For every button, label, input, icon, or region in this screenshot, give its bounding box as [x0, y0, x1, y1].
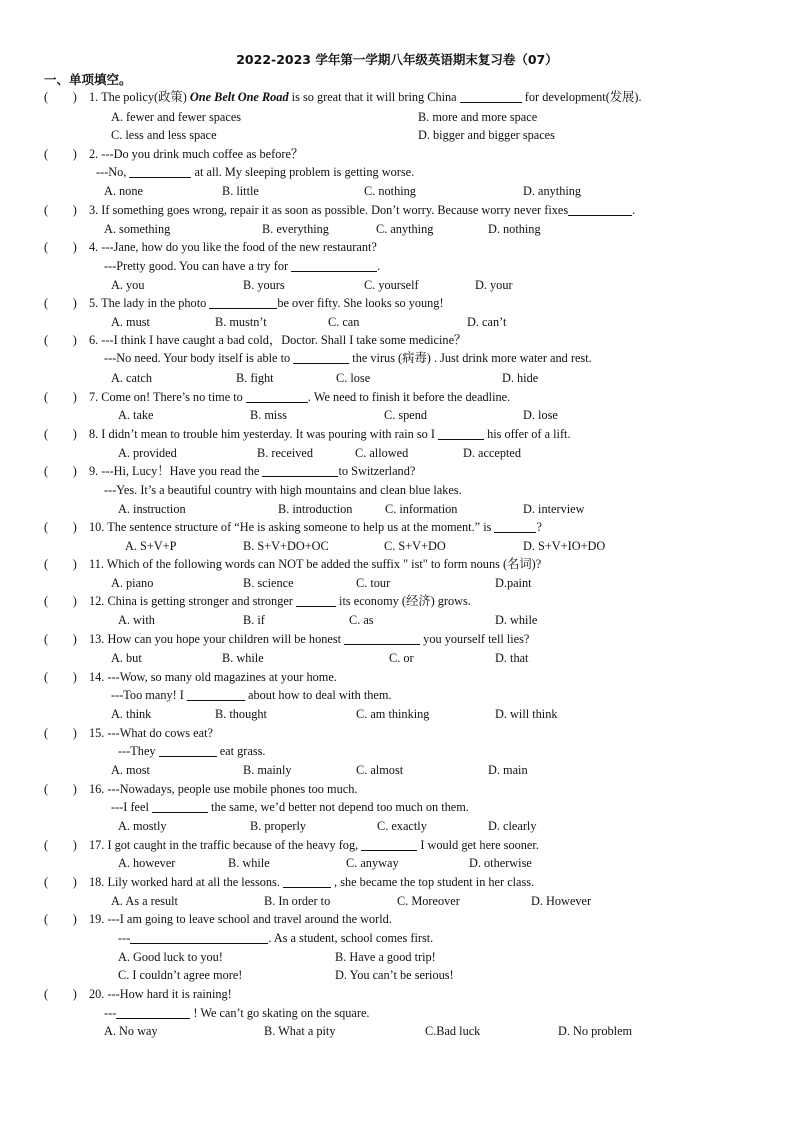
- options-row: [0, 182, 794, 200]
- answer-blank[interactable]: [291, 258, 377, 272]
- option-a[interactable]: A. take: [118, 408, 154, 422]
- answer-paren: ( ): [44, 594, 77, 608]
- options-row: [0, 126, 794, 144]
- answer-paren: ( ): [44, 726, 77, 740]
- question-line-2: --- ! We can’t go skating on the square.: [104, 1006, 370, 1020]
- option-d[interactable]: D. lose: [523, 408, 558, 422]
- question-stem: 20. ---How hard it is raining!: [89, 987, 232, 1001]
- question-line-2: ---No, at all. My sleeping problem is getting worse.: [96, 165, 415, 179]
- option-b[interactable]: B. fight: [236, 371, 274, 385]
- options-row: [0, 537, 794, 555]
- question-stem: 2. ---Do you drink much coffee as before？: [89, 147, 304, 161]
- option-b[interactable]: B. more and more space: [418, 110, 538, 124]
- question-stem: 5. The lady in the photo be over fifty. She looks so young!: [89, 296, 444, 310]
- option-c[interactable]: C. S+V+DO: [384, 539, 446, 553]
- options-row: [0, 611, 794, 629]
- option-a[interactable]: A. S+V+P: [125, 539, 177, 553]
- answer-paren: ( ): [44, 240, 77, 254]
- option-a[interactable]: A. catch: [111, 371, 152, 385]
- options-row: [0, 220, 794, 238]
- question-line-2: ---No need. Your body itself is able to the virus (病毒) . Just drink more water and rest.: [104, 351, 592, 365]
- answer-blank[interactable]: [296, 593, 336, 607]
- answer-paren: ( ): [44, 520, 77, 534]
- question-2: [0, 145, 794, 163]
- options-row: [0, 574, 794, 592]
- option-b[interactable]: B. little: [222, 184, 259, 198]
- option-a[interactable]: A. but: [111, 651, 142, 665]
- question-4: [0, 238, 794, 256]
- option-c[interactable]: C. exactly: [377, 819, 427, 833]
- option-d[interactable]: D. hide: [502, 371, 539, 385]
- answer-blank[interactable]: [494, 519, 536, 533]
- answer-paren: ( ): [44, 147, 77, 161]
- answer-blank[interactable]: [293, 350, 349, 364]
- question-stem: 8. I didn’t mean to trouble him yesterday. It was pouring with rain so I his offer of a lift.: [89, 427, 571, 441]
- answer-blank[interactable]: [361, 837, 417, 851]
- option-c[interactable]: C. nothing: [364, 184, 416, 198]
- question-line-2: ---I feel the same, we’d better not depend too much on them.: [111, 800, 469, 814]
- option-a[interactable]: A. instruction: [118, 502, 186, 516]
- option-a[interactable]: A. must: [111, 315, 150, 329]
- option-d[interactable]: D. your: [475, 278, 513, 292]
- option-c[interactable]: C. anyway: [346, 856, 399, 870]
- answer-blank[interactable]: [116, 1005, 190, 1019]
- question-line-2: ---Too many! I about how to deal with them.: [111, 688, 392, 702]
- option-a[interactable]: A. with: [118, 613, 155, 627]
- option-b[interactable]: B. while: [228, 856, 270, 870]
- answer-blank[interactable]: [460, 89, 522, 103]
- question-16: [0, 780, 794, 798]
- question-stem: 1. The policy(政策) One Belt One Road is so great that it will bring China for development(发展).: [89, 90, 642, 104]
- question-14: [0, 668, 794, 686]
- option-a[interactable]: A. most: [111, 763, 150, 777]
- answer-paren: ( ): [44, 203, 77, 217]
- option-d[interactable]: D. interview: [523, 502, 585, 516]
- option-b[interactable]: B. mustn’t: [215, 315, 267, 329]
- answer-paren: ( ): [44, 912, 77, 926]
- question-12: [0, 592, 794, 610]
- answer-blank[interactable]: [568, 202, 632, 216]
- question-15: [0, 724, 794, 742]
- question-stem: 15. ---What do cows eat?: [89, 726, 213, 740]
- option-d[interactable]: D. You can’t be serious!: [335, 968, 454, 982]
- options-row: [0, 108, 794, 126]
- option-b[interactable]: B. yours: [243, 278, 285, 292]
- option-a[interactable]: A. No way: [104, 1024, 158, 1038]
- question-line-2: ---They eat grass.: [118, 744, 266, 758]
- option-c[interactable]: C. anything: [376, 222, 434, 236]
- option-b[interactable]: B. miss: [250, 408, 287, 422]
- question-line-2: ---Yes. It’s a beautiful country with high mountains and clean blue lakes.: [104, 483, 462, 497]
- option-d[interactable]: D. can’t: [467, 315, 507, 329]
- option-d[interactable]: D. anything: [523, 184, 582, 198]
- option-a[interactable]: A. provided: [118, 446, 177, 460]
- question-17: [0, 836, 794, 854]
- question-6: [0, 331, 794, 349]
- option-d[interactable]: D. will think: [495, 707, 558, 721]
- answer-blank[interactable]: [187, 687, 245, 701]
- exam-title: 2022-2023 学年第一学期八年级英语期末复习卷（07）: [236, 52, 558, 67]
- question-7: [0, 388, 794, 406]
- question-stem: 14. ---Wow, so many old magazines at your home.: [89, 670, 337, 684]
- question-11: [0, 555, 794, 573]
- answer-blank[interactable]: [262, 463, 338, 477]
- options-row: [0, 406, 794, 424]
- question-stem: 9. ---Hi, Lucy！Have you read the to Switzerland?: [89, 464, 416, 478]
- option-d[interactable]: D.paint: [495, 576, 532, 590]
- option-c[interactable]: C.Bad luck: [425, 1024, 481, 1038]
- option-c[interactable]: C. tour: [356, 576, 391, 590]
- option-c[interactable]: C. I couldn’t agree more!: [118, 968, 243, 982]
- answer-paren: ( ): [44, 875, 77, 889]
- question-stem: 16. ---Nowadays, people use mobile phones too much.: [89, 782, 358, 796]
- answer-blank[interactable]: [209, 295, 277, 309]
- answer-paren: ( ): [44, 838, 77, 852]
- answer-blank[interactable]: [129, 164, 191, 178]
- option-c[interactable]: C. can: [328, 315, 360, 329]
- option-b[interactable]: B. introduction: [278, 502, 353, 516]
- option-d[interactable]: D. that: [495, 651, 529, 665]
- option-c[interactable]: C. almost: [356, 763, 404, 777]
- option-d[interactable]: D. clearly: [488, 819, 537, 833]
- option-c[interactable]: C. lose: [336, 371, 371, 385]
- answer-blank[interactable]: [438, 426, 484, 440]
- question-1: [0, 88, 794, 106]
- option-a[interactable]: A. however: [118, 856, 176, 870]
- question-stem: 4. ---Jane, how do you like the food of the new restaurant?: [89, 240, 377, 254]
- option-b[interactable]: B. while: [222, 651, 264, 665]
- question-stem: 17. I got caught in the traffic because of the heavy fog, I would get here sooner.: [89, 838, 539, 852]
- options-row: [0, 1022, 794, 1040]
- question-20: [0, 985, 794, 1003]
- option-b[interactable]: B. What a pity: [264, 1024, 336, 1038]
- option-c[interactable]: C. or: [389, 651, 414, 665]
- answer-paren: ( ): [44, 782, 77, 796]
- answer-paren: ( ): [44, 296, 77, 310]
- options-row: [0, 854, 794, 872]
- answer-blank[interactable]: [283, 874, 331, 888]
- option-d[interactable]: D. S+V+IO+DO: [523, 539, 606, 553]
- answer-blank[interactable]: [152, 799, 208, 813]
- answer-paren: ( ): [44, 90, 77, 104]
- question-5: [0, 294, 794, 312]
- options-row: [0, 761, 794, 779]
- option-a[interactable]: A. mostly: [118, 819, 167, 833]
- answer-paren: ( ): [44, 670, 77, 684]
- option-a[interactable]: A. something: [104, 222, 171, 236]
- question-10: [0, 518, 794, 536]
- answer-paren: ( ): [44, 427, 77, 441]
- option-c[interactable]: C. less and less space: [111, 128, 217, 142]
- option-b[interactable]: B. S+V+DO+OC: [243, 539, 329, 553]
- option-a[interactable]: A. Good luck to you!: [118, 950, 223, 964]
- option-a[interactable]: A. none: [104, 184, 143, 198]
- question-13: [0, 630, 794, 648]
- option-d[interactable]: D. main: [488, 763, 528, 777]
- question-stem: 19. ---I am going to leave school and travel around the world.: [89, 912, 392, 926]
- question-line-2: ---Pretty good. You can have a try for .: [104, 259, 381, 273]
- options-row: [0, 948, 794, 966]
- question-8: [0, 425, 794, 443]
- option-d[interactable]: D. while: [495, 613, 538, 627]
- option-d[interactable]: D. However: [531, 894, 592, 908]
- question-18: [0, 873, 794, 891]
- option-b[interactable]: B. everything: [262, 222, 329, 236]
- answer-paren: ( ): [44, 333, 77, 347]
- question-line-2: --- . As a student, school comes first.: [118, 931, 434, 945]
- option-c[interactable]: C. information: [385, 502, 458, 516]
- options-row: [0, 966, 794, 984]
- options-row: [0, 649, 794, 667]
- options-row: [0, 313, 794, 331]
- question-stem: 10. The sentence structure of “He is asking someone to help us at the moment.” is ?: [89, 520, 542, 534]
- option-d[interactable]: D. accepted: [463, 446, 522, 460]
- answer-paren: ( ): [44, 987, 77, 1001]
- option-c[interactable]: C. am thinking: [356, 707, 430, 721]
- question-stem: 6. ---I think I have caught a bad cold，Doctor. Shall I take some medicine？: [89, 333, 467, 347]
- answer-blank[interactable]: [130, 930, 268, 944]
- options-row: [0, 500, 794, 518]
- option-b[interactable]: B. science: [243, 576, 294, 590]
- option-c[interactable]: C. allowed: [355, 446, 409, 460]
- answer-paren: ( ): [44, 557, 77, 571]
- option-d[interactable]: D. nothing: [488, 222, 541, 236]
- option-c[interactable]: C. as: [349, 613, 374, 627]
- option-b[interactable]: B. In order to: [264, 894, 331, 908]
- option-a[interactable]: A. As a result: [111, 894, 178, 908]
- answer-blank[interactable]: [344, 631, 420, 645]
- options-row: [0, 276, 794, 294]
- question-stem: 13. How can you hope your children will be honest you yourself tell lies?: [89, 632, 530, 646]
- options-row: [0, 892, 794, 910]
- option-a[interactable]: A. piano: [111, 576, 154, 590]
- section-heading: 一、单项填空。: [44, 72, 132, 87]
- options-row: [0, 705, 794, 723]
- answer-paren: ( ): [44, 390, 77, 404]
- question-19: [0, 910, 794, 928]
- option-b[interactable]: B. properly: [250, 819, 307, 833]
- question-stem: 18. Lily worked hard at all the lessons. , she became the top student in her class.: [89, 875, 535, 889]
- question-stem: 3. If something goes wrong, repair it as soon as possible. Don’t worry. Because worry never fixes .: [89, 203, 636, 217]
- question-stem: 12. China is getting stronger and stronger its economy (经济) grows.: [89, 594, 471, 608]
- answer-blank[interactable]: [246, 389, 308, 403]
- options-row: [0, 817, 794, 835]
- options-row: [0, 369, 794, 387]
- option-b[interactable]: B. mainly: [243, 763, 292, 777]
- option-c[interactable]: C. Moreover: [397, 894, 460, 908]
- option-a[interactable]: A. fewer and fewer spaces: [111, 110, 242, 124]
- option-b[interactable]: B. received: [257, 446, 313, 460]
- answer-paren: ( ): [44, 632, 77, 646]
- question-3: [0, 201, 794, 219]
- option-b[interactable]: B. Have a good trip!: [335, 950, 436, 964]
- option-b[interactable]: B. thought: [215, 707, 267, 721]
- option-c[interactable]: C. spend: [384, 408, 428, 422]
- answer-paren: ( ): [44, 464, 77, 478]
- answer-blank[interactable]: [159, 743, 217, 757]
- option-a[interactable]: A. think: [111, 707, 152, 721]
- question-stem: 11. Which of the following words can NOT be added the suffix " ist" to form nouns (名词)?: [89, 557, 542, 571]
- question-9: [0, 462, 794, 480]
- options-row: [0, 444, 794, 462]
- option-d[interactable]: D. otherwise: [469, 856, 532, 870]
- option-c[interactable]: C. yourself: [364, 278, 419, 292]
- option-d[interactable]: D. No problem: [558, 1024, 633, 1038]
- option-d[interactable]: D. bigger and bigger spaces: [418, 128, 555, 142]
- option-a[interactable]: A. you: [111, 278, 145, 292]
- question-stem: 7. Come on! There’s no time to . We need to finish it before the deadline.: [89, 390, 511, 404]
- option-b[interactable]: B. if: [243, 613, 265, 627]
